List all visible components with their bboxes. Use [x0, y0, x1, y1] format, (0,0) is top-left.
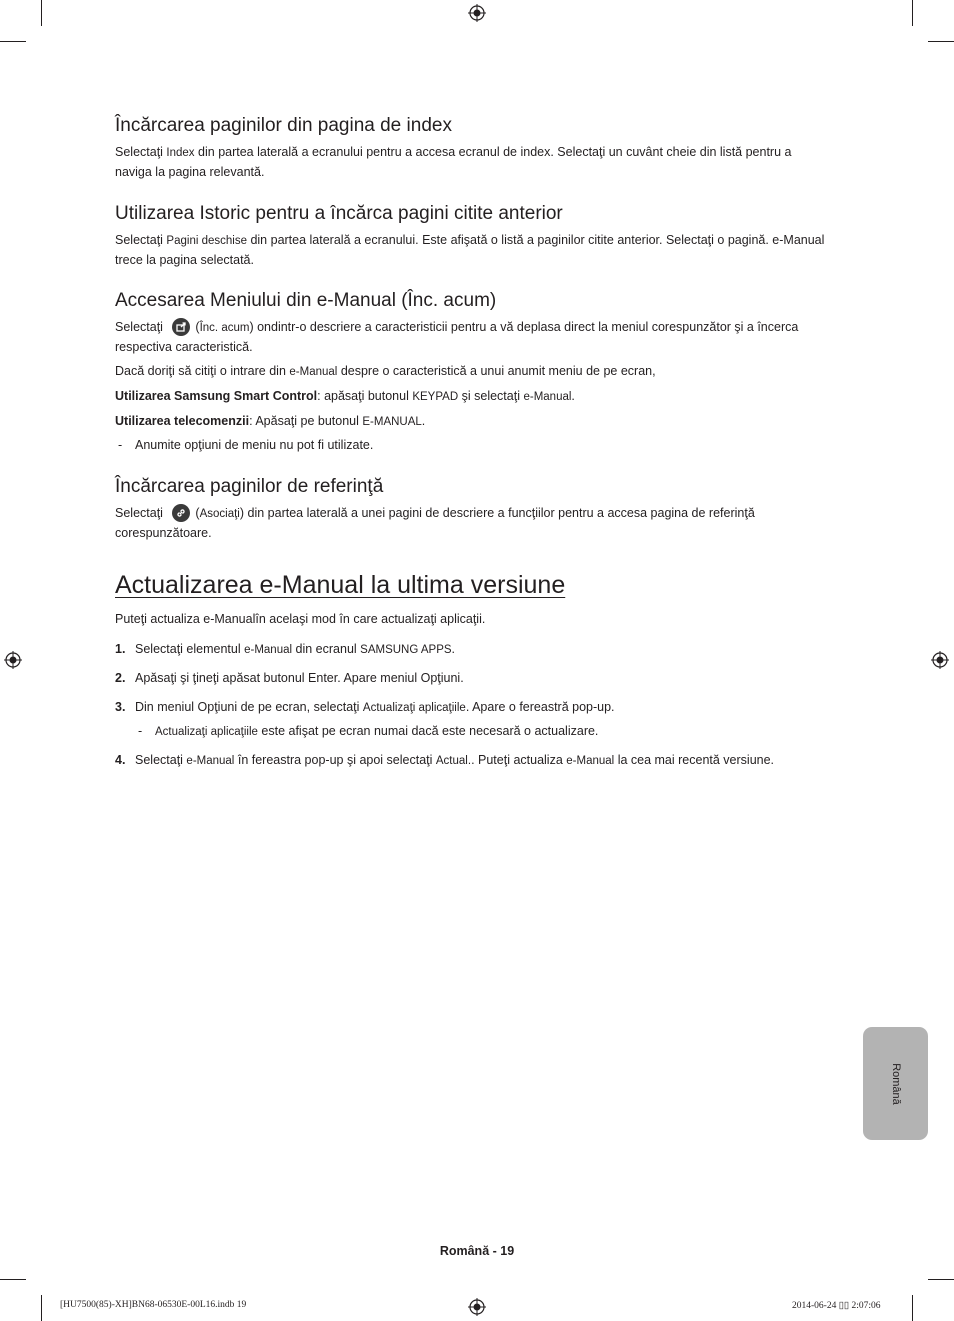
crop-mark	[912, 1295, 913, 1321]
step-1: 1. Selectaţi elementul e-Manual din ecranul SAMSUNG APPS.	[115, 642, 456, 656]
page-title: Actualizarea e-Manual la ultima versiune	[115, 571, 566, 599]
crop-mark	[928, 1279, 954, 1280]
section-heading-reference: Încărcarea paginilor de referinţă	[115, 476, 384, 497]
print-file-info: [HU7500(85)-XH]BN68-06530E-00L16.indb 19	[60, 1300, 247, 1310]
section-heading-history: Utilizarea Istoric pentru a încărca pagini citite anterior	[115, 203, 563, 224]
crop-mark	[41, 0, 42, 26]
section-text-try-now: Selectaţi (Înc. acum) ondintr-o descriere a caracteristicii pentru a vă deplasa direct la meniul corespunzător şi a încerca respectiva caracteristică.	[115, 320, 799, 354]
menu-term: e-Manual	[566, 755, 615, 767]
language-tab: Română	[863, 1027, 928, 1140]
registration-mark-icon	[468, 1298, 486, 1316]
menu-term: Asociaţi	[199, 508, 240, 520]
registration-mark-icon	[931, 651, 949, 669]
menu-term: Actualizaţi aplicaţiile	[155, 726, 258, 738]
menu-term: e-Manual	[523, 391, 572, 403]
intro-text: Puteţi actualiza e-Manualîn acelaşi mod în care actualizaţi aplicaţii.	[115, 612, 486, 626]
menu-term: Actualizaţi aplicaţiile	[362, 702, 466, 714]
section-text-remote: Utilizarea telecomenzii: Apăsaţi pe butonul E-MANUAL.	[115, 414, 426, 428]
try-now-icon	[172, 318, 190, 336]
link-icon	[172, 504, 190, 522]
section-text-reference: Selectaţi (Asociaţi) din partea laterală a unei pagini de descriere a funcţiilor pentru a accesa pagina de referinţă corespunzătoare.	[115, 506, 755, 540]
print-timestamp: 2014-06-24 ▯▯ 2:07:06	[792, 1301, 881, 1311]
section-text-try-now-2: Dacă doriţi să citiţi o intrare din e-Manual despre o caracteristică a unui anumit meniu de pe ecran,	[115, 364, 656, 378]
crop-mark	[912, 0, 913, 26]
crop-mark	[928, 41, 954, 42]
step-4: 4. Selectaţi e-Manual în fereastra pop-up şi apoi selectaţi Actual.. Puteţi actualiza e-Manual la cea mai recentă versiune.	[115, 753, 775, 767]
menu-term: e-Manual	[289, 366, 338, 378]
step-3: 3. Din meniul Opţiuni de pe ecran, selectaţi Actualizaţi aplicaţiile. Apare o fereastră pop-up.	[115, 700, 615, 714]
step-2: 2. Apăsaţi şi ţineţi apăsat butonul Enter. Apare meniul Opţiuni.	[115, 671, 464, 685]
button-term: KEYPAD	[412, 391, 459, 403]
crop-mark	[41, 1295, 42, 1321]
menu-term: e-Manual	[244, 644, 293, 656]
menu-term: Pagini deschise	[166, 235, 247, 247]
section-heading-try-now: Accesarea Meniului din e-Manual (Înc. acum)	[115, 290, 497, 311]
registration-mark-icon	[4, 651, 22, 669]
menu-term: SAMSUNG APPS	[360, 644, 452, 656]
menu-term: Înc. acum	[199, 322, 250, 334]
section-text-index: Selectaţi Index din partea laterală a ecranului pentru a accesa ecranul de index. Selectaţi un cuvânt cheie din listă pentru a naviga la pagina relevantă.	[115, 145, 792, 179]
section-heading-index: Încărcarea paginilor din pagina de index	[115, 115, 452, 136]
section-text-smart-control: Utilizarea Samsung Smart Control: apăsaţi butonul KEYPAD şi selectaţi e-Manual.	[115, 389, 575, 403]
crop-mark	[0, 1279, 26, 1280]
menu-term: Actual.	[435, 755, 472, 767]
menu-term: Index	[166, 147, 195, 159]
button-term: E-MANUAL	[362, 416, 422, 428]
crop-mark	[0, 41, 26, 42]
registration-mark-icon	[468, 4, 486, 22]
section-text-history: Selectaţi Pagini deschise din partea laterală a ecranului. Este afişată o listă a paginilor citite anterior. Selectaţi o pagină. e-Manual trece la pagina selectată.	[115, 233, 825, 267]
menu-term: e-Manual	[186, 755, 235, 767]
page-number: Română - 19	[439, 1244, 515, 1258]
